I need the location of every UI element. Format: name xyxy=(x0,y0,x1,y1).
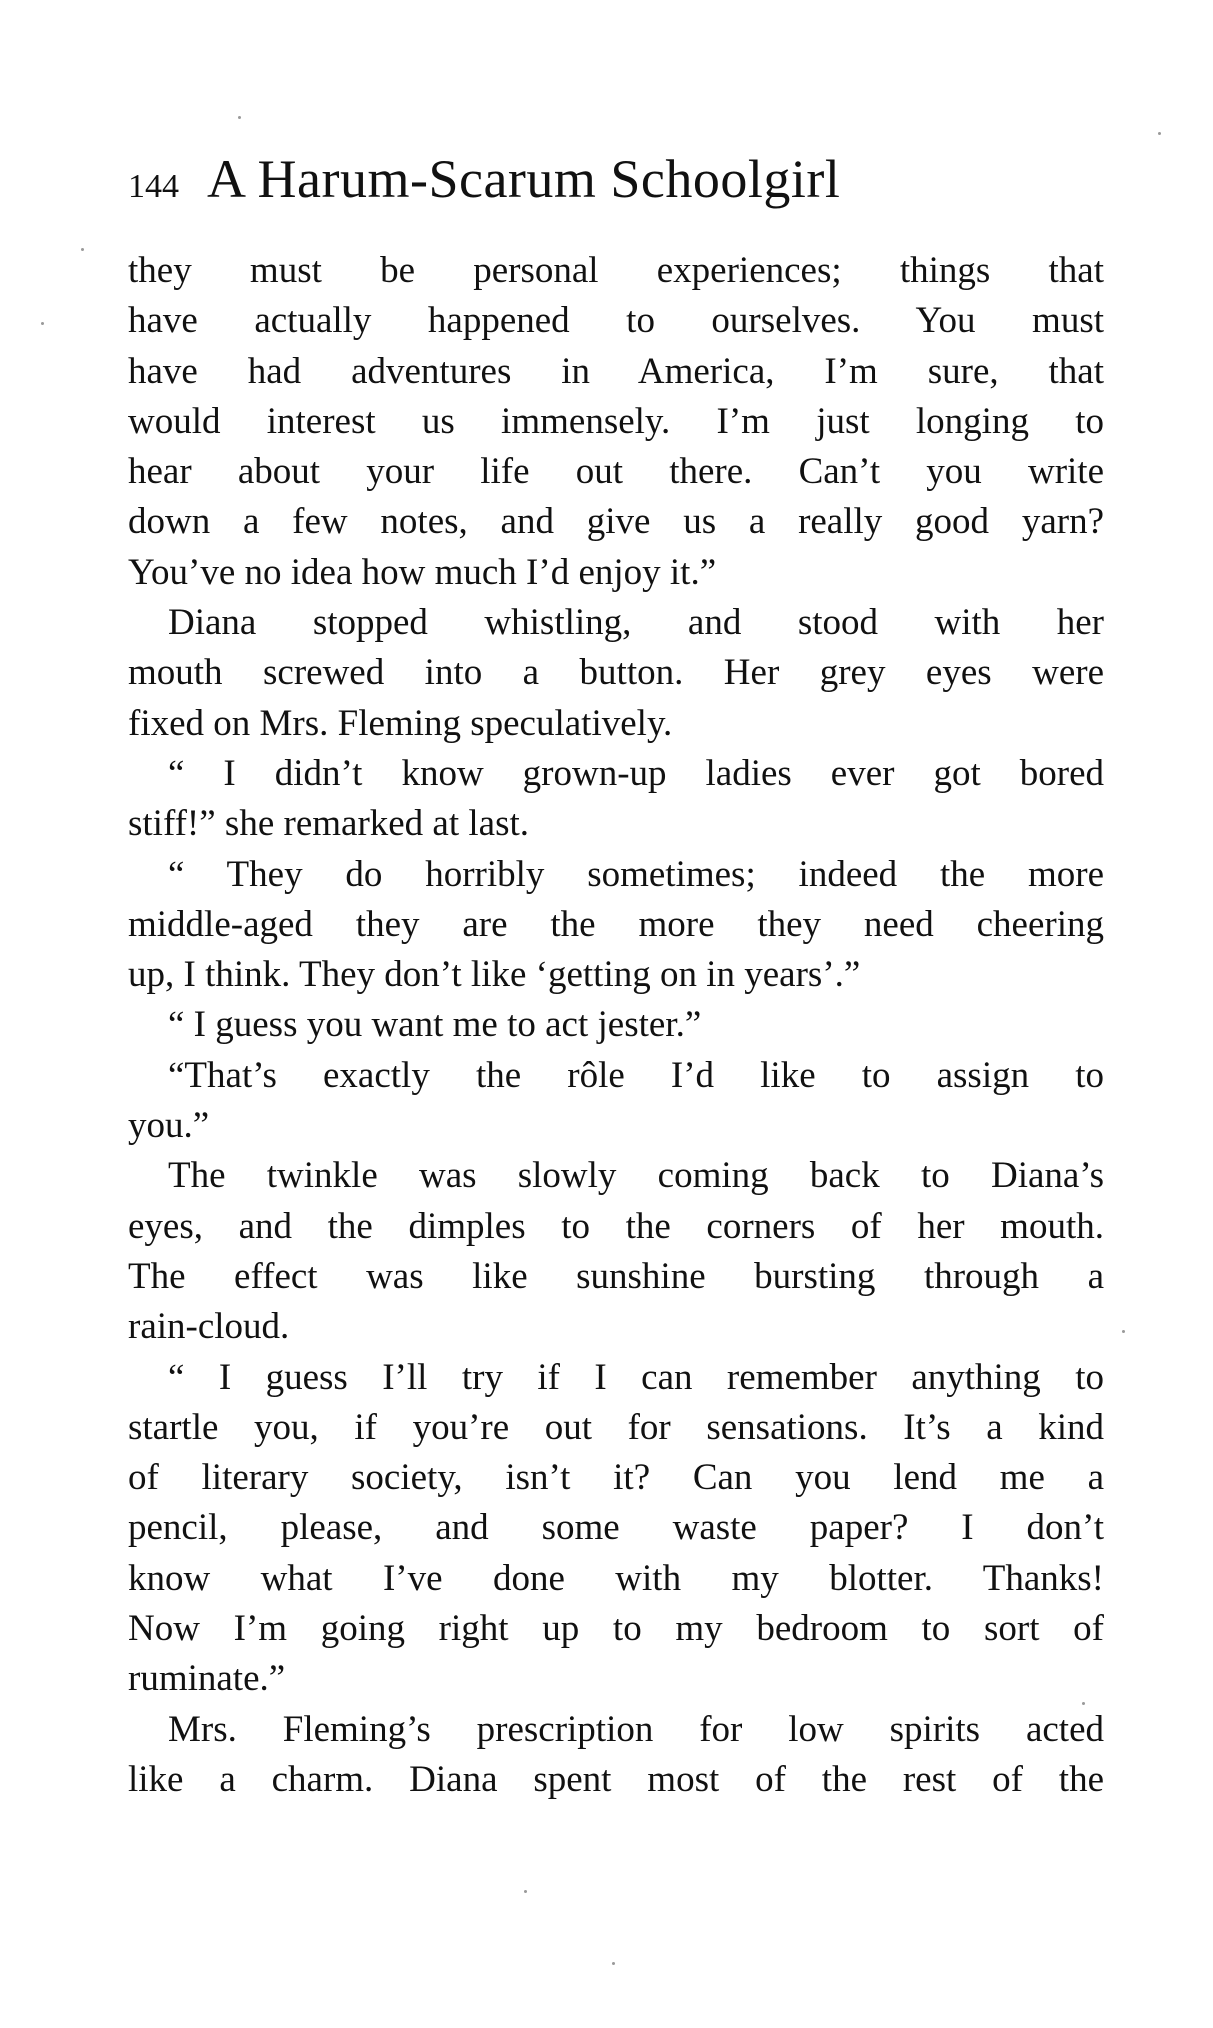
paper-speck xyxy=(81,248,84,251)
text-line: down a few notes, and give us a really good yarn? xyxy=(128,501,1104,543)
text-line: startle you, if you’re out for sensations. It’s a kind xyxy=(128,1406,1104,1448)
text-line: have actually happened to ourselves. You must xyxy=(128,300,1104,342)
paper-speck xyxy=(41,322,44,325)
text-line: You’ve no idea how much I’d enjoy it.” xyxy=(128,551,717,593)
text-line: Mrs. Fleming’s prescription for low spirits acted xyxy=(168,1708,1104,1750)
text-line: The twinkle was slowly coming back to Diana’s xyxy=(168,1155,1104,1197)
body-text xyxy=(128,246,1104,1805)
paper-speck xyxy=(238,116,241,119)
text-line: of literary society, isn’t it? Can you lend me a xyxy=(128,1457,1104,1499)
text-line: eyes, and the dimples to the corners of her mouth. xyxy=(128,1205,1104,1247)
running-title: A Harum-Scarum Schoolgirl xyxy=(207,149,841,209)
text-line: “ I guess I’ll try if I can remember anything to xyxy=(168,1356,1104,1398)
text-line: The effect was like sunshine bursting through a xyxy=(128,1255,1104,1297)
text-line: “That’s exactly the rôle I’d like to assign to xyxy=(168,1054,1104,1096)
text-line: they must be personal experiences; things that xyxy=(128,250,1104,291)
text-line: “ I guess you want me to act jester.” xyxy=(168,1004,702,1046)
text-line: ruminate.” xyxy=(128,1658,286,1700)
text-line: rain-cloud. xyxy=(128,1306,290,1348)
text-line: would interest us immensely. I’m just longing to xyxy=(128,400,1104,442)
text-line: fixed on Mrs. Fleming speculatively. xyxy=(128,702,673,744)
text-line: “ I didn’t know grown-up ladies ever got bored xyxy=(168,752,1104,794)
text-line: “ They do horribly sometimes; indeed the more xyxy=(168,853,1104,895)
page-number: 144 xyxy=(128,168,179,205)
text-line: Diana stopped whistling, and stood with her xyxy=(168,602,1104,644)
text-line: hear about your life out there. Can’t you write xyxy=(128,451,1104,493)
text-line: up, I think. They don’t like ‘getting on in years’.” xyxy=(128,954,861,996)
text-line: like a charm. Diana spent most of the rest of the xyxy=(128,1758,1104,1800)
text-line: know what I’ve done with my blotter. Thanks! xyxy=(128,1557,1104,1599)
paper-speck xyxy=(524,1890,527,1893)
paper-speck xyxy=(1122,1330,1125,1333)
text-line: Now I’m going right up to my bedroom to sort of xyxy=(128,1608,1104,1650)
text-line: middle-aged they are the more they need cheering xyxy=(128,903,1104,945)
text-line: you.” xyxy=(128,1105,210,1147)
text-line: stiff!” she remarked at last. xyxy=(128,803,530,845)
text-line: mouth screwed into a button. Her grey eyes were xyxy=(128,652,1104,694)
paper-speck xyxy=(1158,132,1161,135)
text-line: have had adventures in America, I’m sure, that xyxy=(128,350,1104,392)
running-head xyxy=(128,148,1108,218)
paper-speck xyxy=(1082,1702,1085,1705)
paper-speck xyxy=(612,1962,615,1965)
text-line: pencil, please, and some waste paper? I don’t xyxy=(128,1507,1104,1549)
